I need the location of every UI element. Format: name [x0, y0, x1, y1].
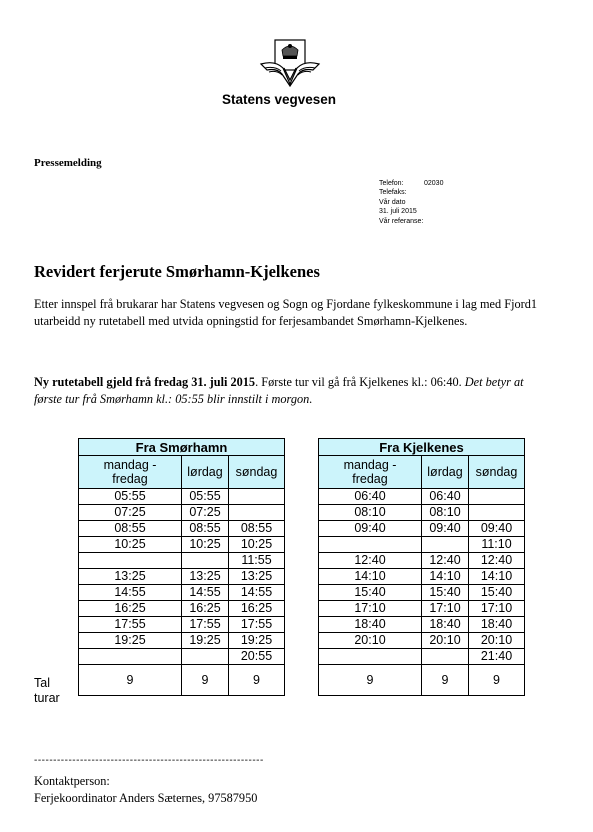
- timetable-row: [79, 569, 285, 585]
- meta-row: [379, 207, 423, 216]
- notice-bold: Ny rutetabell gjeld frå fredag 31. juli 2015: [34, 375, 256, 389]
- departure-time: 10:25: [229, 537, 285, 553]
- document-label: Pressemelding: [34, 157, 102, 169]
- meta-row: [379, 179, 444, 188]
- departure-time: 13:25: [229, 569, 285, 585]
- departure-time: 08:55: [229, 521, 285, 537]
- tal-turar-label: [34, 676, 60, 706]
- departure-time: 11:55: [229, 553, 285, 569]
- departure-time: 15:40: [469, 585, 525, 601]
- contact-person: Ferjekoordinator Anders Sæternes, 97587950: [34, 791, 258, 805]
- meta-key: Vår referanse:: [379, 217, 424, 225]
- departure-time: 10:25: [79, 537, 182, 553]
- timetable-row: [319, 521, 525, 537]
- timetable-row: [79, 553, 285, 569]
- departure-time: 14:55: [182, 585, 229, 601]
- tal-word: turar: [34, 691, 60, 705]
- departure-time: 19:25: [79, 633, 182, 649]
- departure-time: 09:40: [319, 521, 422, 537]
- brand-name: Statens vegvesen: [222, 92, 337, 107]
- day-header: søndag: [469, 456, 525, 489]
- departure-time: 17:10: [422, 601, 469, 617]
- departure-time: 05:55: [182, 489, 229, 505]
- departure-time: [229, 489, 285, 505]
- departure-time: [79, 649, 182, 665]
- departure-time: 15:40: [422, 585, 469, 601]
- departure-time: 12:40: [469, 553, 525, 569]
- departure-time: [422, 649, 469, 665]
- departure-time: 08:10: [422, 505, 469, 521]
- timetable-row: [319, 489, 525, 505]
- timetable-row: [319, 505, 525, 521]
- contact-block: [34, 773, 257, 807]
- departure-time: 19:25: [229, 633, 285, 649]
- departure-time: 20:10: [469, 633, 525, 649]
- departure-time: 18:40: [319, 617, 422, 633]
- departure-time: 10:25: [182, 537, 229, 553]
- timetable-row: [319, 601, 525, 617]
- meta-value: 02030: [424, 180, 444, 187]
- trip-count: 9: [182, 665, 229, 696]
- departure-time: 06:40: [422, 489, 469, 505]
- document-title: Revidert ferjerute Smørhamn-Kjelkenes: [34, 262, 320, 281]
- timetable-row: [319, 649, 525, 665]
- departure-time: 08:10: [319, 505, 422, 521]
- departure-time: 07:25: [79, 505, 182, 521]
- timetable-row: [79, 537, 285, 553]
- totals-row: [319, 665, 525, 696]
- timetable-row: [79, 585, 285, 601]
- meta-row: [379, 188, 423, 197]
- departure-time: 14:55: [79, 585, 182, 601]
- departure-time: [319, 649, 422, 665]
- departure-time: [422, 537, 469, 553]
- departure-time: 13:25: [182, 569, 229, 585]
- departure-time: 14:55: [229, 585, 285, 601]
- departure-time: 14:10: [422, 569, 469, 585]
- departure-time: 14:10: [319, 569, 422, 585]
- departure-time: 16:25: [229, 601, 285, 617]
- intro-paragraph: Etter innspel frå brukarar har Statens vegvesen og Sogn og Fjordane fylkeskommune i lag med Fjord1 utarbeidd ny rutetabell med utvida opningstid for ferjesambandet Smørhamn-Kjelkenes.: [34, 297, 538, 328]
- departure-time: 08:55: [182, 521, 229, 537]
- meta-key: Telefon:: [379, 180, 404, 187]
- departure-time: 20:10: [422, 633, 469, 649]
- departure-time: [182, 553, 229, 569]
- departure-time: 07:25: [182, 505, 229, 521]
- timetable-title: Fra Smørhamn: [79, 439, 285, 456]
- departure-time: [79, 553, 182, 569]
- departure-time: 12:40: [319, 553, 422, 569]
- departure-time: 06:40: [319, 489, 422, 505]
- departure-time: 18:40: [422, 617, 469, 633]
- timetable-row: [79, 649, 285, 665]
- document-meta: [379, 179, 444, 226]
- timetable-kjelkenes: [318, 438, 525, 696]
- statens-vegvesen-logo: [257, 38, 323, 88]
- day-header: mandag - fredag: [79, 456, 182, 489]
- divider-rule: ------------------------------------------------------------: [34, 755, 264, 766]
- departure-time: 09:40: [422, 521, 469, 537]
- departure-time: 11:10: [469, 537, 525, 553]
- departure-time: 16:25: [79, 601, 182, 617]
- departure-time: [182, 649, 229, 665]
- departure-time: [469, 489, 525, 505]
- departure-time: 19:25: [182, 633, 229, 649]
- timetable-row: [79, 601, 285, 617]
- notice-normal: . Første tur vil gå frå Kjelkenes kl.: 06:40.: [255, 375, 465, 389]
- departure-time: 17:55: [79, 617, 182, 633]
- departure-time: [469, 505, 525, 521]
- timetable-row: [79, 633, 285, 649]
- departure-time: 14:10: [469, 569, 525, 585]
- timetable-title: Fra Kjelkenes: [319, 439, 525, 456]
- trip-count: 9: [319, 665, 422, 696]
- departure-time: 13:25: [79, 569, 182, 585]
- departure-time: 20:10: [319, 633, 422, 649]
- departure-time: 17:55: [182, 617, 229, 633]
- departure-time: 12:40: [422, 553, 469, 569]
- departure-time: 08:55: [79, 521, 182, 537]
- meta-key: 31. juli 2015: [379, 208, 417, 216]
- departure-time: [319, 537, 422, 553]
- timetable-row: [79, 505, 285, 521]
- meta-key: Telefaks:: [379, 189, 407, 197]
- departure-time: 20:55: [229, 649, 285, 665]
- trip-count: 9: [422, 665, 469, 696]
- timetable-row: [319, 585, 525, 601]
- day-header: lørdag: [422, 456, 469, 489]
- meta-row: [379, 217, 423, 226]
- trip-count: 9: [79, 665, 182, 696]
- day-header: mandag - fredag: [319, 456, 422, 489]
- departure-time: 16:25: [182, 601, 229, 617]
- meta-row: [379, 198, 423, 207]
- timetable-row: [319, 633, 525, 649]
- totals-row: [79, 665, 285, 696]
- timetable-row: [79, 617, 285, 633]
- timetable-row: [319, 537, 525, 553]
- timetable-row: [319, 617, 525, 633]
- day-header: søndag: [229, 456, 285, 489]
- trip-count: 9: [229, 665, 285, 696]
- day-header: lørdag: [182, 456, 229, 489]
- departure-time: 05:55: [79, 489, 182, 505]
- timetable-row: [319, 553, 525, 569]
- departure-time: 17:10: [469, 601, 525, 617]
- departure-time: 21:40: [469, 649, 525, 665]
- departure-time: 17:10: [319, 601, 422, 617]
- timetable-smorhamn: [78, 438, 285, 696]
- departure-time: 18:40: [469, 617, 525, 633]
- notice-paragraph: [34, 374, 554, 408]
- notice-italic: Det betyr at første tur frå Smørhamn kl.: 05:55 blir innstilt i morgon.: [34, 375, 524, 406]
- meta-key: Vår dato: [379, 198, 406, 206]
- departure-time: 15:40: [319, 585, 422, 601]
- timetable-row: [79, 489, 285, 505]
- departure-time: [229, 505, 285, 521]
- departure-time: 09:40: [469, 521, 525, 537]
- trip-count: 9: [469, 665, 525, 696]
- departure-time: 17:55: [229, 617, 285, 633]
- tal-word: Tal: [34, 676, 50, 690]
- timetable-row: [79, 521, 285, 537]
- contact-label: Kontaktperson:: [34, 774, 110, 788]
- timetable-row: [319, 569, 525, 585]
